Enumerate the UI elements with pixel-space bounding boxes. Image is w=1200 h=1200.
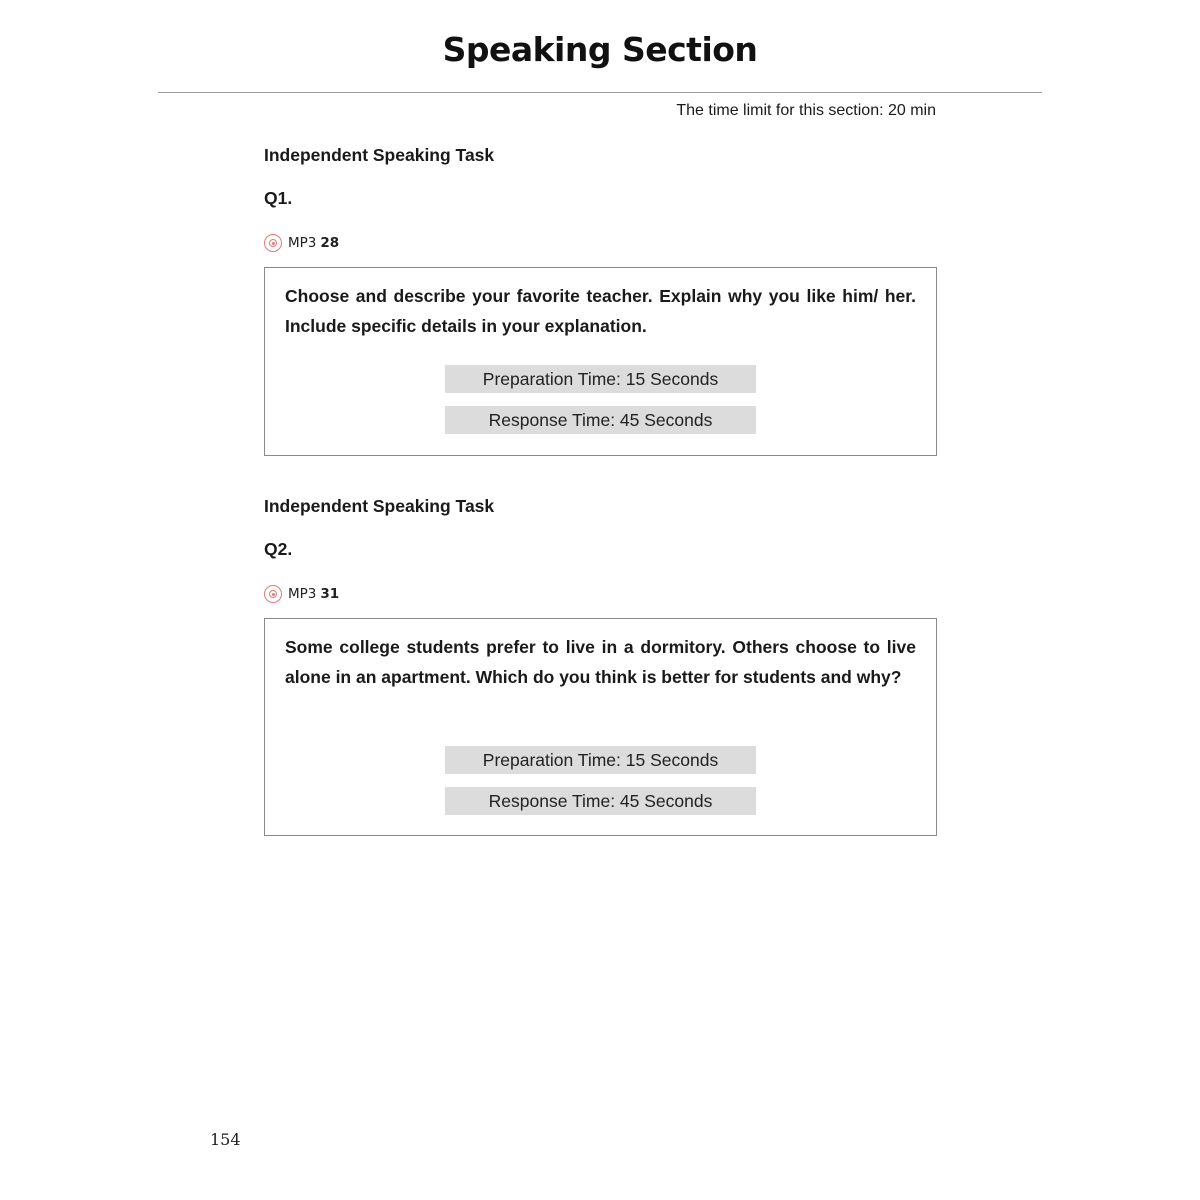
preparation-time-bar-q1: Preparation Time: 15 Seconds bbox=[445, 365, 756, 393]
response-time-bar-q1: Response Time: 45 Seconds bbox=[445, 406, 756, 434]
question-label-q1: Q1. bbox=[264, 188, 293, 208]
question-box-q2 bbox=[264, 618, 937, 836]
cd-audio-icon bbox=[264, 234, 282, 252]
preparation-time-bar-q2: Preparation Time: 15 Seconds bbox=[445, 746, 756, 774]
question-box-q1 bbox=[264, 267, 937, 456]
page-title: Speaking Section bbox=[442, 30, 758, 69]
page-number: 154 bbox=[210, 1130, 241, 1149]
mp3-label: MP3 bbox=[288, 235, 317, 251]
response-time-bar-q2: Response Time: 45 Seconds bbox=[445, 787, 756, 815]
section-time-limit: The time limit for this section: 20 min bbox=[676, 102, 936, 119]
mp3-track-number: 31 bbox=[320, 586, 340, 602]
question-prompt-q1: Choose and describe your favorite teacher. Explain why you like him/ her. Include specific details in your explanation. bbox=[285, 286, 916, 336]
question-prompt-q2: Some college students prefer to live in a dormitory. Others choose to live alone in an apartment. Which do you think is better for students and why? bbox=[285, 637, 916, 687]
mp3-label: MP3 bbox=[288, 586, 317, 602]
question-label-q2: Q2. bbox=[264, 539, 293, 559]
task-heading-q2: Independent Speaking Task bbox=[264, 496, 495, 516]
mp3-track-number: 28 bbox=[320, 235, 340, 251]
task-heading-q1: Independent Speaking Task bbox=[264, 145, 495, 165]
mp3-audio-q2[interactable] bbox=[264, 584, 339, 604]
title-divider bbox=[158, 92, 1042, 93]
mp3-audio-q1[interactable] bbox=[264, 233, 339, 253]
cd-audio-icon bbox=[264, 585, 282, 603]
